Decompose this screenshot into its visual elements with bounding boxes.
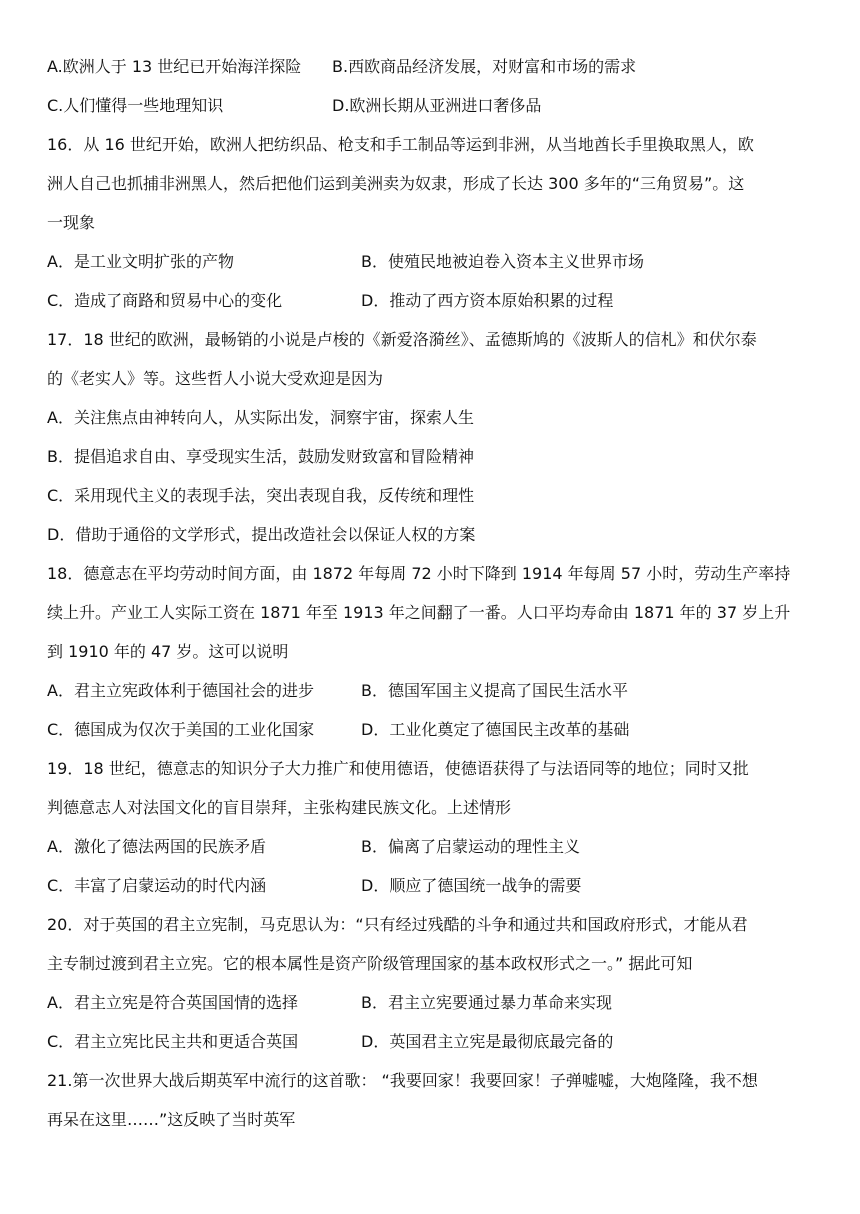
q19-option-d: D．顺应了德国统一战争的需要 [361, 876, 582, 895]
q17-stem-line-1: 17．18 世纪的欧洲，最畅销的小说是卢梭的《新爱洛漪丝》、孟德斯鸠的《波斯人的信札》和伏尔泰 [47, 330, 757, 349]
q20-stem-line-2: 主专制过渡到君主立宪。它的根本属性是资产阶级管理国家的基本政权形式之一。” 据此可知 [47, 954, 693, 973]
question-15-options-row-2 [47, 92, 817, 131]
q17-option-b: B．提倡追求自由、享受现实生活，鼓励发财致富和冒险精神 [47, 447, 474, 466]
q19-option-c: C．丰富了启蒙运动的时代内涵 [47, 876, 267, 895]
q19-option-a: A．激化了德法两国的民族矛盾 [47, 837, 266, 856]
q17-stem-line-2: 的《老实人》等。这些哲人小说大受欢迎是因为 [47, 369, 384, 388]
q18-stem-line-3: 到 1910 年的 47 岁。这可以说明 [47, 642, 289, 661]
question-19-options-row-1 [47, 833, 817, 872]
question-18-options-row-2 [47, 716, 817, 755]
q18-option-b: B．德国军国主义提高了国民生活水平 [361, 681, 628, 700]
q20-option-d: D．英国君主立宪是最彻底最完备的 [361, 1032, 614, 1051]
q20-option-c: C．君主立宪比民主共和更适合英国 [47, 1032, 299, 1051]
q16-stem-line-1: 16．从 16 世纪开始，欧洲人把纺织品、枪支和手工制品等运到非洲，从当地酋长手里换取黑人，欧 [47, 135, 754, 154]
question-19-options-row-2 [47, 872, 817, 911]
question-20-options-row-1 [47, 989, 817, 1028]
q16-stem-line-3: 一现象 [47, 213, 96, 232]
question-16-options-row-1 [47, 248, 817, 287]
question-15-options-row-1 [47, 53, 817, 92]
q19-stem-line-2: 判德意志人对法国文化的盲目崇拜，主张构建民族文化。上述情形 [47, 798, 512, 817]
q15-option-d: D.欧洲长期从亚洲进口奢侈品 [332, 96, 542, 115]
q18-option-d: D．工业化奠定了德国民主改革的基础 [361, 720, 630, 739]
q18-stem-line-1: 18．德意志在平均劳动时间方面，由 1872 年每周 72 小时下降到 1914 年每周 57 小时，劳动生产率持 [47, 564, 791, 583]
q17-option-c: C．采用现代主义的表现手法，突出表现自我，反传统和理性 [47, 486, 475, 505]
question-16-options-row-2 [47, 287, 817, 326]
question-20-options-row-2 [47, 1028, 817, 1067]
q21-stem-line-2: 再呆在这里……”这反映了当时英军 [47, 1110, 296, 1129]
q15-option-b: B.西欧商品经济发展，对财富和市场的需求 [332, 57, 637, 76]
q15-option-c: C.人们懂得一些地理知识 [47, 96, 224, 115]
q18-stem-line-2: 续上升。产业工人实际工资在 1871 年至 1913 年之间翻了一番。人口平均寿命由 1871 年的 37 岁上升 [47, 603, 791, 622]
q20-option-b: B．君主立宪要通过暴力革命来实现 [361, 993, 612, 1012]
q20-option-a: A．君主立宪是符合英国国情的选择 [47, 993, 298, 1012]
q15-option-a: A.欧洲人于 13 世纪已开始海洋探险 [47, 57, 302, 76]
q16-stem-line-2: 洲人自己也抓捕非洲黑人，然后把他们运到美洲卖为奴隶，形成了长达 300 多年的“三角贸易”。这 [47, 174, 745, 193]
q21-stem-line-1: 21.第一次世界大战后期英军中流行的这首歌： “我要回家！我要回家！子弹嘘嘘，大炮隆隆，我不想 [47, 1071, 758, 1090]
q16-option-b: B．使殖民地被迫卷入资本主义世界市场 [361, 252, 644, 271]
q20-stem-line-1: 20．对于英国的君主立宪制，马克思认为：“只有经过残酷的斗争和通过共和国政府形式，才能从君 [47, 915, 748, 934]
exam-page [47, 53, 817, 1145]
q18-option-a: A．君主立宪政体利于德国社会的进步 [47, 681, 314, 700]
q16-option-c: C．造成了商路和贸易中心的变化 [47, 291, 283, 310]
q17-option-a: A．关注焦点由神转向人，从实际出发，洞察宇宙，探索人生 [47, 408, 474, 427]
q17-option-d: D．借助于通俗的文学形式，提出改造社会以保证人权的方案 [47, 525, 476, 544]
q19-option-b: B．偏离了启蒙运动的理性主义 [361, 837, 580, 856]
q16-option-d: D．推动了西方资本原始积累的过程 [361, 291, 614, 310]
question-18-options-row-1 [47, 677, 817, 716]
q18-option-c: C．德国成为仅次于美国的工业化国家 [47, 720, 315, 739]
q19-stem-line-1: 19．18 世纪，德意志的知识分子大力推广和使用德语，使德语获得了与法语同等的地位；同时又批 [47, 759, 749, 778]
q16-option-a: A．是工业文明扩张的产物 [47, 252, 234, 271]
